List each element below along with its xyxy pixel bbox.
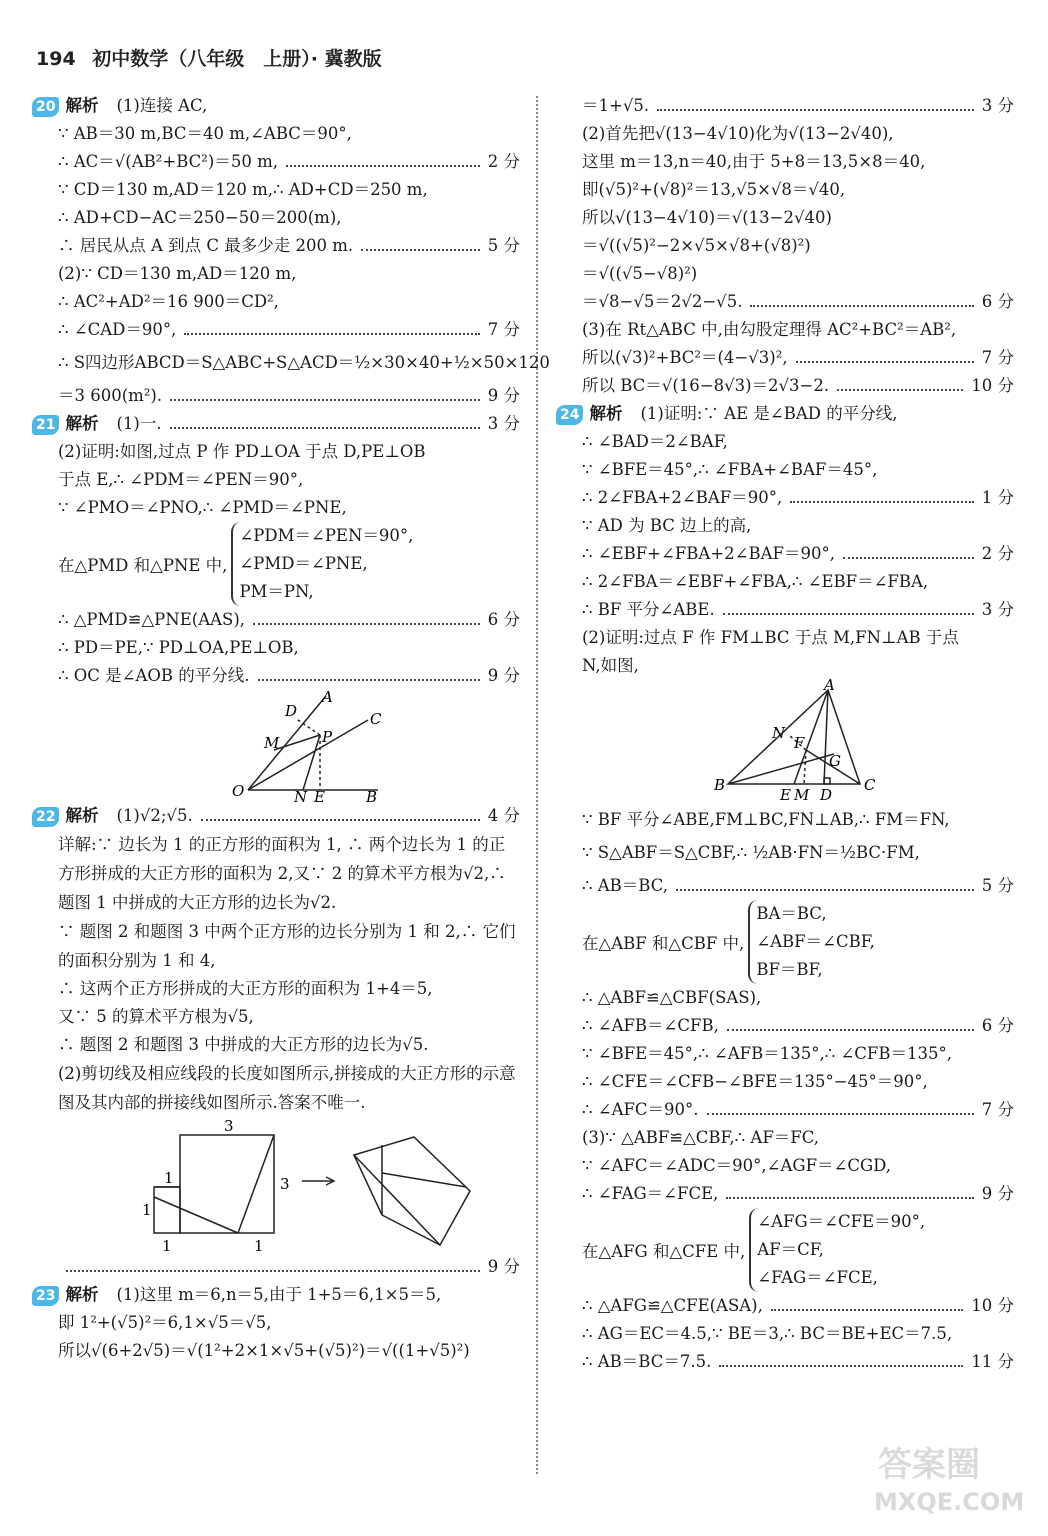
q20-line-4: ∵ CD＝130 m,AD＝120 m,∴ AD+CD＝250 m, — [58, 180, 428, 199]
dim-left: 1 — [142, 1201, 152, 1219]
q20-line-6: ∴ 居民从点 A 到点 C 最多少走 200 m. 5 分 — [58, 232, 520, 260]
label-C: C — [370, 710, 382, 728]
dim-bottom-right: 1 — [254, 1237, 264, 1255]
triangle-diagram — [582, 676, 1014, 806]
page-header — [36, 44, 382, 71]
score: 4 分 — [487, 806, 520, 825]
q24-line-3: ∵ ∠BFE＝45°,∴ ∠FBA+∠BAF＝45°, — [582, 460, 878, 479]
q20-line-11: ＝3 600(m²). 9 分 — [58, 382, 520, 410]
q23-line-3: 所以√(6+2√5)＝√(1²+2×1×√5+(√5)²)＝√((1+√5)²) — [58, 1341, 470, 1360]
q24-line-17: ∴ ∠CFE＝∠CFB−∠BFE＝135°−45°＝90°, — [582, 1072, 928, 1091]
score: 11 分 — [971, 1352, 1014, 1371]
dim-right: 3 — [280, 1175, 290, 1193]
score: 10 分 — [971, 1296, 1014, 1315]
score: 3 分 — [981, 600, 1014, 619]
label-A: A — [322, 688, 333, 706]
q20-number: 20 — [32, 97, 59, 117]
label-O: O — [232, 782, 245, 800]
q24-number: 24 — [556, 405, 583, 425]
score: 1 分 — [981, 488, 1014, 507]
watermark-icon — [870, 1430, 1025, 1520]
label-B: B — [366, 788, 378, 806]
score: 5 分 — [981, 876, 1014, 895]
q24-line-24: ∴ AB＝BC＝7.5. 11 分 — [582, 1348, 1014, 1376]
q22-end — [58, 1253, 520, 1281]
q23-line-1: 23 解析 (1)这里 m＝6,n＝5,由于 1+5＝6,1×5＝5, — [58, 1281, 520, 1309]
score: 2 分 — [487, 152, 520, 171]
score: 3 分 — [981, 96, 1014, 115]
q21-brace-system: 在△PMD 和△PNE 中, ∠PDM＝∠PEN＝90°, ∠PMD＝∠PNE, PM＝PN, — [58, 522, 520, 606]
brace-conditions: BA＝BC, ∠ABF＝∠CBF, BF＝BF, — [748, 900, 875, 984]
q22-figure — [58, 1117, 520, 1253]
label-G: G — [829, 752, 841, 770]
score: 9 分 — [487, 1257, 520, 1276]
watermark-logo — [870, 1430, 1025, 1520]
q24-line-10: N,如图, — [582, 656, 639, 675]
score: 2 分 — [981, 544, 1014, 563]
q24-label: 解析 — [589, 404, 623, 423]
score: 9 分 — [487, 666, 520, 685]
label-N: N — [294, 788, 308, 806]
q20-line-1: 20 解析 (1)连接 AC, — [58, 92, 520, 120]
q23-label: 解析 — [65, 1285, 99, 1304]
score: 6 分 — [981, 292, 1014, 311]
q22-paragraph-3: (2)剪切线及相应线段的长度如图所示,拼接成的大正方形的示意图及其内部的拼接线如图所示.答案不唯一. — [58, 1064, 516, 1112]
q21-line-6: ∴ PD＝PE,∵ PD⊥OA,PE⊥OB, — [58, 638, 299, 657]
label-E: E — [780, 786, 791, 804]
q23b-line-8: ＝√8−√5＝2√2−√5. 6 分 — [582, 288, 1014, 316]
q20-line-9: ∴ ∠CAD＝90°, 7 分 — [58, 316, 520, 344]
svg-text:MXQE.COM: MXQE.COM — [874, 1488, 1025, 1516]
q21-figure — [58, 688, 520, 806]
q24-brace-system-1: 在△ABF 和△CBF 中, BA＝BC, ∠ABF＝∠CBF, BF＝BF, — [582, 900, 1014, 984]
q23b-line-1: ＝1+√5. 3 分 — [582, 92, 1014, 120]
q20-line-3: ∴ AC＝√(AB²+BC²)＝50 m, 2 分 — [58, 148, 520, 176]
label-M: M — [264, 734, 280, 752]
q24-line-12: ∵ S△ABF＝S△CBF,∴ ½AB·FN＝½BC·FM, — [582, 843, 920, 862]
q23-line-2: 即 1²+(√5)²＝6,1×√5＝√5, — [58, 1313, 272, 1332]
q22-paragraph-2: ∵ 题图 2 和题图 3 中两个正方形的边长分别为 1 和 2,∴ 它们的面积分别为 1 和 4, — [58, 922, 516, 970]
book-title: 初中数学（八年级 上册）· 冀教版 — [92, 48, 382, 70]
q22-label: 解析 — [65, 806, 99, 825]
q23b-line-9: (3)在 Rt△ABC 中,由勾股定理得 AC²+BC²＝AB², — [582, 320, 957, 339]
dim-inner: 1 — [164, 1169, 174, 1187]
angle-bisector-diagram — [58, 688, 520, 806]
label-M: M — [794, 786, 810, 804]
q24-line-15: ∴ ∠AFB＝∠CFB, 6 分 — [582, 1012, 1014, 1040]
label-N: N — [772, 724, 786, 742]
q23b-line-10: 所以(√3)²+BC²＝(4−√3)², 7 分 — [582, 344, 1014, 372]
q24-line-19: (3)∵ △ABF≌△CBF,∴ AF＝FC, — [582, 1128, 820, 1147]
brace-conditions: ∠PDM＝∠PEN＝90°, ∠PMD＝∠PNE, PM＝PN, — [231, 522, 413, 606]
q24-line-13: ∴ AB＝BC, 5 分 — [582, 872, 1014, 900]
label-B: B — [714, 776, 726, 794]
q23b-line-5: 所以√(13−4√10)＝√(13−2√40) — [582, 208, 832, 227]
q24-line-22: ∴ △AFG≌△CFE(ASA), 10 分 — [582, 1292, 1014, 1320]
q24-line-16: ∵ ∠BFE＝45°,∴ ∠AFB＝135°,∴ ∠CFB＝135°, — [582, 1044, 952, 1063]
q24-line-11: ∵ BF 平分∠ABE,FM⊥BC,FN⊥AB,∴ FM＝FN, — [582, 810, 950, 829]
q23b-line-6: ＝√((√5)²−2×√5×√8+(√8)²) — [582, 236, 811, 255]
q24-figure — [582, 676, 1014, 806]
label-P: P — [322, 728, 333, 746]
svg-text:答案圈: 答案圈 — [878, 1445, 980, 1485]
q21-line-4: ∵ ∠PMO＝∠PNO,∴ ∠PMD＝∠PNE, — [58, 498, 347, 517]
column-divider — [536, 96, 538, 1474]
q23b-line-7: ＝√((√5−√8)²) — [582, 264, 698, 283]
dim-top: 3 — [224, 1117, 234, 1135]
score: 5 分 — [487, 236, 520, 255]
q20-line-7: (2)∵ CD＝130 m,AD＝120 m, — [58, 264, 297, 283]
score: 3 分 — [487, 414, 520, 433]
q24-line-23: ∴ AG＝EC＝4.5,∵ BE＝3,∴ BC＝BE+EC＝7.5, — [582, 1324, 953, 1343]
q24-line-21: ∴ ∠FAG＝∠FCE, 9 分 — [582, 1180, 1014, 1208]
label-C: C — [864, 776, 876, 794]
brace-conditions: ∠AFG＝∠CFE＝90°, AF＝CF, ∠FAG＝∠FCE, — [749, 1208, 925, 1292]
q24-line-6: ∴ ∠EBF+∠FBA+2∠BAF＝90°, 2 分 — [582, 540, 1014, 568]
q20-line-8: ∴ AC²+AD²＝16 900＝CD², — [58, 292, 279, 311]
q22-line-b: 又∵ 5 的算术平方根为√5, — [58, 1007, 254, 1026]
label-D: D — [820, 786, 833, 804]
page-number: 194 — [36, 48, 76, 70]
q24-line-8: ∴ BF 平分∠ABE. 3 分 — [582, 596, 1014, 624]
label-F: F — [794, 734, 805, 752]
q24-line-7: ∴ 2∠FBA＝∠EBF+∠FBA,∴ ∠EBF＝∠FBA, — [582, 572, 929, 591]
q22-line-a: ∴ 这两个正方形拼成的大正方形的面积为 1+4＝5, — [58, 979, 433, 998]
q24-brace-system-2: 在△AFG 和△CFE 中, ∠AFG＝∠CFE＝90°, AF＝CF, ∠FAG＝∠FCE, — [582, 1208, 1014, 1292]
q24-line-14: ∴ △ABF≌△CBF(SAS), — [582, 988, 762, 1007]
left-column — [36, 92, 550, 1365]
q23b-line-11: 所以 BC＝√(16−8√3)＝2√3−2. 10 分 — [582, 372, 1014, 400]
label-E: E — [314, 788, 325, 806]
q20-line-2: ∵ AB＝30 m,BC＝40 m,∠ABC＝90°, — [58, 124, 352, 143]
dim-bottom-left: 1 — [162, 1237, 172, 1255]
square-cut-diagram — [58, 1117, 520, 1253]
score: 10 分 — [971, 376, 1014, 395]
q20-line-10: ∴ S四边形ABCD＝S△ABC+S△ACD＝½×30×40+½×50×120 — [58, 353, 550, 372]
right-column — [560, 92, 1014, 1376]
score: 9 分 — [487, 386, 520, 405]
q24-line-9: (2)证明:过点 F 作 FM⊥BC 于点 M,FN⊥AB 于点 — [582, 628, 959, 647]
q23b-line-3: 这里 m＝13,n＝40,由于 5+8＝13,5×8＝40, — [582, 152, 926, 171]
q22-number: 22 — [32, 807, 59, 827]
q24-line-1: 24 解析 (1)证明:∵ AE 是∠BAD 的平分线, — [582, 400, 1014, 428]
score: 7 分 — [981, 1100, 1014, 1119]
q23b-line-2: (2)首先把√(13−4√10)化为√(13−2√40), — [582, 124, 894, 143]
q23-number: 23 — [32, 1286, 59, 1306]
q20-line-5: ∴ AD+CD−AC＝250−50＝200(m), — [58, 208, 342, 227]
q22-line-1: 22 解析 (1)√2;√5. 4 分 — [58, 802, 520, 830]
q24-line-20: ∵ ∠AFC＝∠ADC＝90°,∠AGF＝∠CGD, — [582, 1156, 892, 1175]
q24-line-18: ∴ ∠AFC＝90°. 7 分 — [582, 1096, 1014, 1124]
q20-label: 解析 — [65, 96, 99, 115]
q22-paragraph-1: 详解:∵ 边长为 1 的正方形的面积为 1, ∴ 两个边长为 1 的正方形拼成的大正方形的面积为 2,又∵ 2 的算术平方根为√2,∴ 题图 1 中拼成的大正方形的边长为√2. — [58, 835, 506, 912]
q23b-line-4: 即(√5)²+(√8)²＝13,√5×√8＝√40, — [582, 180, 846, 199]
q21-line-7: ∴ OC 是∠AOB 的平分线. 9 分 — [58, 662, 520, 690]
score: 6 分 — [981, 1016, 1014, 1035]
q21-line-3: 于点 E,∴ ∠PDM＝∠PEN＝90°, — [58, 470, 304, 489]
score: 7 分 — [981, 348, 1014, 367]
q24-line-2: ∴ ∠BAD＝2∠BAF, — [582, 432, 728, 451]
label-A: A — [824, 676, 835, 694]
q22-line-c: ∴ 题图 2 和题图 3 中拼成的大正方形的边长为√5. — [58, 1035, 429, 1054]
q21-line-2: (2)证明:如图,过点 P 作 PD⊥OA 于点 D,PE⊥OB — [58, 442, 426, 461]
q21-label: 解析 — [65, 414, 99, 433]
score: 6 分 — [487, 610, 520, 629]
q21-number: 21 — [32, 415, 59, 435]
q21-line-1: 21 解析 (1)一. 3 分 — [58, 410, 520, 438]
q24-line-4: ∴ 2∠FBA+2∠BAF＝90°, 1 分 — [582, 484, 1014, 512]
label-D: D — [285, 702, 298, 720]
q21-line-5: ∴ △PMD≌△PNE(AAS), 6 分 — [58, 606, 520, 634]
score: 9 分 — [981, 1184, 1014, 1203]
score: 7 分 — [487, 320, 520, 339]
q24-line-5: ∵ AD 为 BC 边上的高, — [582, 516, 752, 535]
